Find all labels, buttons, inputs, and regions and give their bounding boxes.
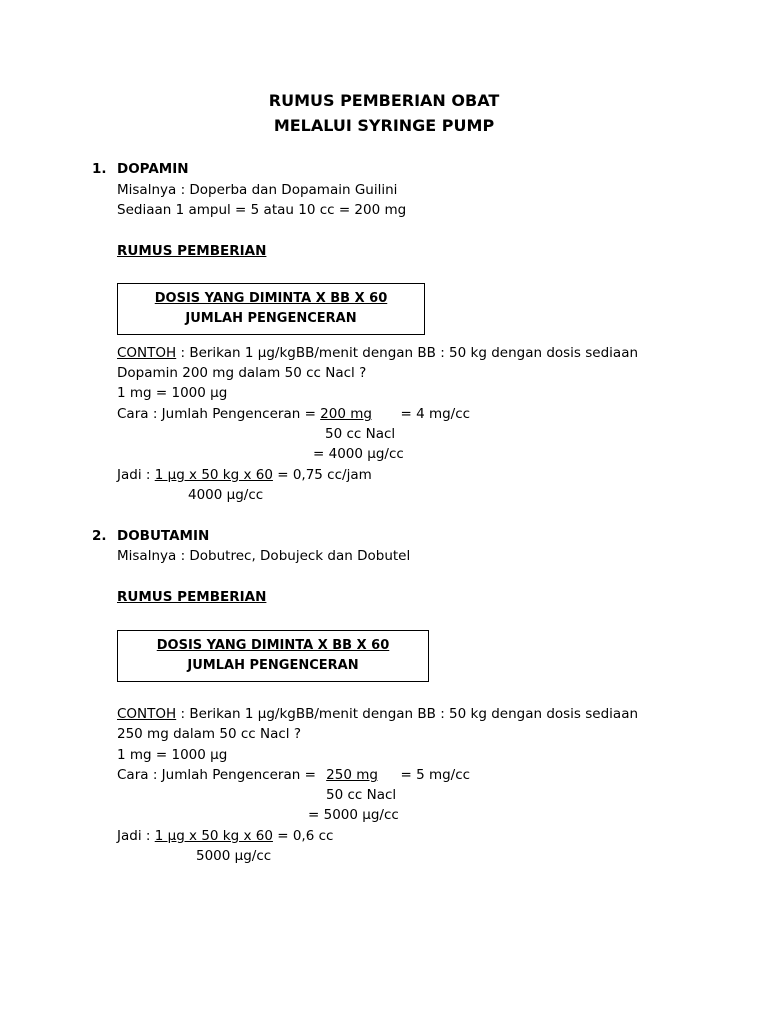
- jadi-numerator: 1 µg x 50 kg x 60: [154, 828, 273, 844]
- formula-box: [117, 283, 425, 335]
- cara-line: [117, 405, 470, 423]
- formula-box: [117, 630, 429, 682]
- jadi-label: Jadi :: [117, 828, 155, 844]
- cara-denominator: 50 cc Nacl: [325, 426, 396, 442]
- section-heading: DOPAMIN: [117, 161, 189, 177]
- formula-numerator: DOSIS YANG DIMINTA X BB X 60: [154, 291, 388, 306]
- contoh-line: [117, 344, 638, 362]
- jadi-result: = 0,75 cc/jam: [272, 467, 372, 483]
- section-heading: DOBUTAMIN: [117, 528, 210, 544]
- cara-label: Cara : Jumlah Pengenceran =: [117, 767, 321, 783]
- example-brands: Misalnya : Doperba dan Dopamain Guilini: [117, 182, 398, 198]
- cara-result-micrograms: = 4000 µg/cc: [313, 446, 404, 462]
- conversion-text: 1 mg = 1000 µg: [117, 385, 228, 401]
- section-number: 1.: [92, 161, 107, 177]
- cara-result-micrograms: = 5000 µg/cc: [308, 807, 399, 823]
- preparation-text: Sediaan 1 ampul = 5 atau 10 cc = 200 mg: [117, 202, 407, 218]
- contoh-label: CONTOH: [117, 345, 177, 361]
- jadi-line: [117, 827, 333, 845]
- jadi-label: Jadi :: [117, 467, 155, 483]
- formula-denominator: JUMLAH PENGENCERAN: [187, 658, 359, 673]
- cara-line: [117, 766, 470, 784]
- contoh-text-continued: Dopamin 200 mg dalam 50 cc Nacl ?: [117, 365, 367, 381]
- conversion-text: 1 mg = 1000 µg: [117, 747, 228, 763]
- example-brands: Misalnya : Dobutrec, Dobujeck dan Dobutel: [117, 548, 411, 564]
- document-title-line2: MELALUI SYRINGE PUMP: [273, 116, 495, 135]
- jadi-denominator: 5000 µg/cc: [196, 848, 272, 864]
- section-number: 2.: [92, 528, 107, 544]
- document-title-line1: RUMUS PEMBERIAN OBAT: [268, 91, 500, 110]
- contoh-text: : Berikan 1 µg/kgBB/menit dengan BB : 50 kg dengan dosis sediaan: [176, 706, 639, 722]
- cara-result: = 5 mg/cc: [396, 767, 471, 783]
- jadi-numerator: 1 µg x 50 kg x 60: [154, 467, 273, 483]
- cara-denominator: 50 cc Nacl: [326, 787, 397, 803]
- formula-numerator: DOSIS YANG DIMINTA X BB X 60: [156, 638, 390, 653]
- contoh-text-continued: 250 mg dalam 50 cc Nacl ?: [117, 726, 301, 742]
- cara-label: Cara : Jumlah Pengenceran =: [117, 406, 321, 422]
- jadi-line: [117, 466, 372, 484]
- cara-numerator: 200 mg: [320, 406, 372, 422]
- contoh-label: CONTOH: [117, 706, 177, 722]
- formula-heading: RUMUS PEMBERIAN: [117, 589, 267, 605]
- formula-heading: RUMUS PEMBERIAN: [117, 243, 267, 259]
- cara-numerator: 250 mg: [326, 767, 378, 783]
- jadi-denominator: 4000 µg/cc: [188, 487, 264, 503]
- formula-denominator: JUMLAH PENGENCERAN: [185, 311, 357, 326]
- contoh-text: : Berikan 1 µg/kgBB/menit dengan BB : 50 kg dengan dosis sediaan: [176, 345, 639, 361]
- jadi-result: = 0,6 cc: [272, 828, 334, 844]
- contoh-line: [117, 705, 638, 723]
- cara-result: = 4 mg/cc: [396, 406, 471, 422]
